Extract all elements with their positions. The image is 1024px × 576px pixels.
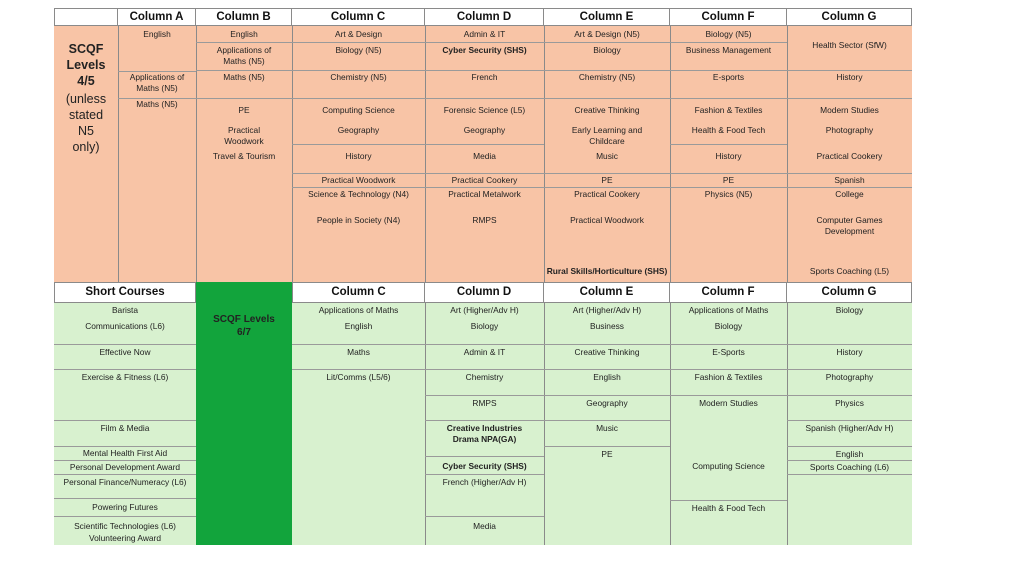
column-b-subjects — [196, 26, 292, 282]
subject: E-Sports — [712, 347, 745, 357]
subject: Admin & IT — [463, 347, 506, 357]
subject: English — [835, 449, 864, 459]
subject: Fashion & Textiles — [694, 372, 763, 382]
course: Barista — [111, 305, 139, 315]
subject: College — [835, 189, 864, 199]
subject: Cyber Security (SHS) — [442, 45, 527, 55]
subject: Rural Skills/Horticulture (SHS) — [546, 266, 668, 276]
subject: RMPS — [472, 215, 497, 225]
course: Film & Media — [100, 423, 150, 433]
subject: Computing Science — [322, 105, 395, 115]
course: Scientific Technologies (L6) — [74, 521, 176, 531]
subject: Biology (N5) — [705, 29, 752, 39]
subject: Science & Technology (N4) — [308, 189, 409, 199]
course: Mental Health First Aid — [82, 448, 168, 458]
subject: Health Sector (SfW) — [812, 40, 887, 50]
subject: Sports Coaching (L5) — [809, 266, 890, 276]
subject: History — [345, 151, 372, 161]
subject: Modern Studies — [699, 398, 758, 408]
subject: Applications of Maths — [688, 305, 769, 315]
subject: History — [836, 72, 863, 82]
course: Exercise & Fitness (L6) — [81, 372, 169, 382]
subject: History — [715, 151, 742, 161]
subject: Fashion & Textiles — [694, 105, 763, 115]
subject: Lit/Comms (L5/6) — [326, 372, 391, 382]
header-bottom-column-g: Column G — [787, 282, 912, 303]
bottom-column-f-subjects — [670, 303, 787, 545]
subject: Biology — [470, 321, 499, 331]
bottom-column-g-subjects — [787, 303, 912, 545]
subject: Early Learning and Childcare — [571, 125, 643, 146]
subject: Geography — [463, 125, 506, 135]
subject: Computer Games Development — [816, 215, 883, 236]
subject: Art (Higher/Adv H) — [450, 305, 519, 315]
subject: Geography — [586, 398, 628, 408]
subject: Creative Industries Drama NPA(GA) — [446, 423, 523, 444]
column-d-subjects — [425, 26, 544, 282]
subject: Applications of Maths — [318, 305, 399, 315]
subject: Biology (N5) — [335, 45, 382, 55]
course: Powering Futures — [92, 502, 158, 512]
subject: Maths — [347, 347, 370, 357]
bottom-column-d-subjects — [425, 303, 544, 545]
subject: French (Higher/Adv H) — [442, 477, 527, 487]
header-column-a: Column A — [118, 8, 196, 26]
header-column-g: Column G — [787, 8, 912, 26]
subject: PE — [722, 175, 735, 185]
subject: Geography — [337, 125, 380, 135]
subject: Music — [596, 151, 618, 161]
subject: Art & Design (N5) — [574, 29, 640, 39]
course: Communications (L6) — [85, 321, 165, 331]
subject: Applications of Maths (N5) — [129, 72, 185, 93]
subject: PE — [238, 105, 250, 115]
subject: Practical Woodwork — [321, 175, 396, 185]
subject: Applications of Maths (N5) — [216, 45, 272, 66]
subject: English — [593, 372, 621, 382]
subject: Media — [473, 151, 496, 161]
bottom-column-e-subjects — [544, 303, 670, 545]
subject: Practical Cookery — [816, 151, 883, 161]
subject: Chemistry — [465, 372, 504, 382]
header-bottom-column-f: Column F — [670, 282, 787, 303]
subject: Modern Studies — [820, 105, 879, 115]
subject: RMPS — [472, 398, 497, 408]
subject: Practical Woodwork — [224, 125, 264, 146]
column-c-subjects — [292, 26, 425, 282]
subject: Business — [590, 321, 624, 331]
subject: Sports Coaching (L6) — [809, 462, 890, 472]
subject: History — [836, 347, 863, 357]
header-bottom-column-d: Column D — [425, 282, 544, 303]
subject: English — [344, 321, 373, 331]
header-column-b: Column B — [196, 8, 292, 26]
subject: Art & Design — [334, 29, 382, 39]
subject: Practical Cookery — [574, 189, 640, 199]
subject: English — [143, 29, 171, 39]
subject: People in Society (N4) — [316, 215, 401, 225]
subject: Physics (N5) — [704, 189, 753, 199]
subject: Spanish — [834, 175, 865, 185]
subject: Practical Woodwork — [570, 215, 644, 225]
course: Personal Finance/Numeracy (L6) — [63, 477, 187, 487]
column-e-subjects — [544, 26, 670, 282]
subject: Biology — [714, 321, 743, 331]
subject: Travel & Tourism — [212, 151, 276, 161]
subject: Practical Metalwork — [448, 189, 521, 199]
subject: Health & Food Tech — [691, 125, 766, 135]
subject: Practical Cookery — [451, 175, 518, 185]
subject: E-sports — [712, 72, 745, 82]
subject: Media — [473, 521, 496, 531]
subject: PE — [601, 449, 613, 459]
subject: Maths (N5) — [136, 99, 178, 109]
subject: Creative Thinking — [574, 105, 640, 115]
subject: Admin & IT — [463, 29, 506, 39]
subject: Music — [596, 423, 618, 433]
course: Personal Development Award — [69, 462, 181, 472]
subject: French — [471, 72, 498, 82]
subject: Art (Higher/Adv H) — [572, 305, 642, 315]
course: Effective Now — [99, 347, 151, 357]
header-short-courses: Short Courses — [54, 282, 196, 303]
subject: Physics — [835, 398, 864, 408]
subject: Biology — [835, 305, 864, 315]
subject: Spanish (Higher/Adv H) — [805, 423, 894, 433]
corner-cell — [54, 8, 118, 26]
subject: Chemistry (N5) — [578, 72, 636, 82]
subject: Business Management — [685, 45, 772, 55]
header-column-f: Column F — [670, 8, 787, 26]
subject: Maths (N5) — [223, 72, 265, 82]
option-columns-table: Column A Column B Column C Column D Column E Column F Column G SCQF Levels 4/5 (unless stated N5 only) English Applications of Maths (N5) Maths (N5) English Applications of Maths (N5) Maths (N5) PE Practical Woodwork Travel & Tourism Art & Design Biology (N5) Chemistry (N5) Computing Science Geography History Practical Woodwork Science & Technology (N4) People in Society (N4) Admin & IT Cyber Security (SHS) French Forensic Science (L5) Geography Media Practical Cookery Practical Metalwork RMPS Art & Design (N5) Biology Chemistry (N5) Creative Thinking Early Learning and Childcare Music PE Practical Cookery Practical Woodwork Rural Skills/Horticulture (SHS) Biology (N5) Business Management E-sports Fashion & Textiles Health & Food Tech History PE Physics (N5) Health Sector (SfW) History Modern Studies Photography Practical Cookery Spanish College Computer Games Development Sports Coaching (L5) Short Courses Column C Column D Column E Column F Column G SCQF Levels 6/7 Barista Communications (L6) Effective Now Exercise & Fitness (L6) Film & Media Mental Health First Aid Personal Development Award Personal Finance/Numeracy (L6) Powering Futures Scientific Technologies (L6) Volunteering Award Applications of Maths English Maths Lit/Comms (L5/6) Art (Higher/Adv H) Biology Admin & IT Chemistry RMPS Creative Industries Drama NPA(GA) Cyber Security (SHS) French (Higher/Adv H) Media Art (Higher/Adv H) Business Creative Thinking English Geography Music PE Applications of Maths Biology E-Sports Fashion & Textiles Modern Studies Computing Science Health & Food Tech Biology History Photography Physics Spanish (Higher/Adv H) English Sports Coaching (L6) — [54, 8, 912, 545]
header-column-d: Column D — [425, 8, 544, 26]
short-courses-list — [54, 303, 196, 545]
subject: Health & Food Tech — [691, 503, 766, 513]
subject: Biology — [593, 45, 621, 55]
subject: Photography — [825, 372, 874, 382]
header-column-e: Column E — [544, 8, 670, 26]
header-column-c: Column C — [292, 8, 425, 26]
bottom-column-c-subjects — [292, 303, 425, 545]
subject: Photography — [825, 125, 874, 135]
subject: Forensic Science (L5) — [443, 105, 526, 115]
header-bottom-column-e: Column E — [544, 282, 670, 303]
column-g-subjects — [787, 26, 912, 282]
subject: Creative Thinking — [574, 347, 640, 357]
subject: Computing Science — [692, 461, 765, 471]
subject: Cyber Security (SHS) — [442, 461, 527, 471]
header-bottom-column-c: Column C — [292, 282, 425, 303]
subject: English — [230, 29, 258, 39]
subject: Chemistry (N5) — [330, 72, 387, 82]
column-f-subjects — [670, 26, 787, 282]
column-a-subjects — [118, 26, 196, 282]
subject: PE — [601, 175, 613, 185]
course: Volunteering Award — [88, 533, 162, 543]
